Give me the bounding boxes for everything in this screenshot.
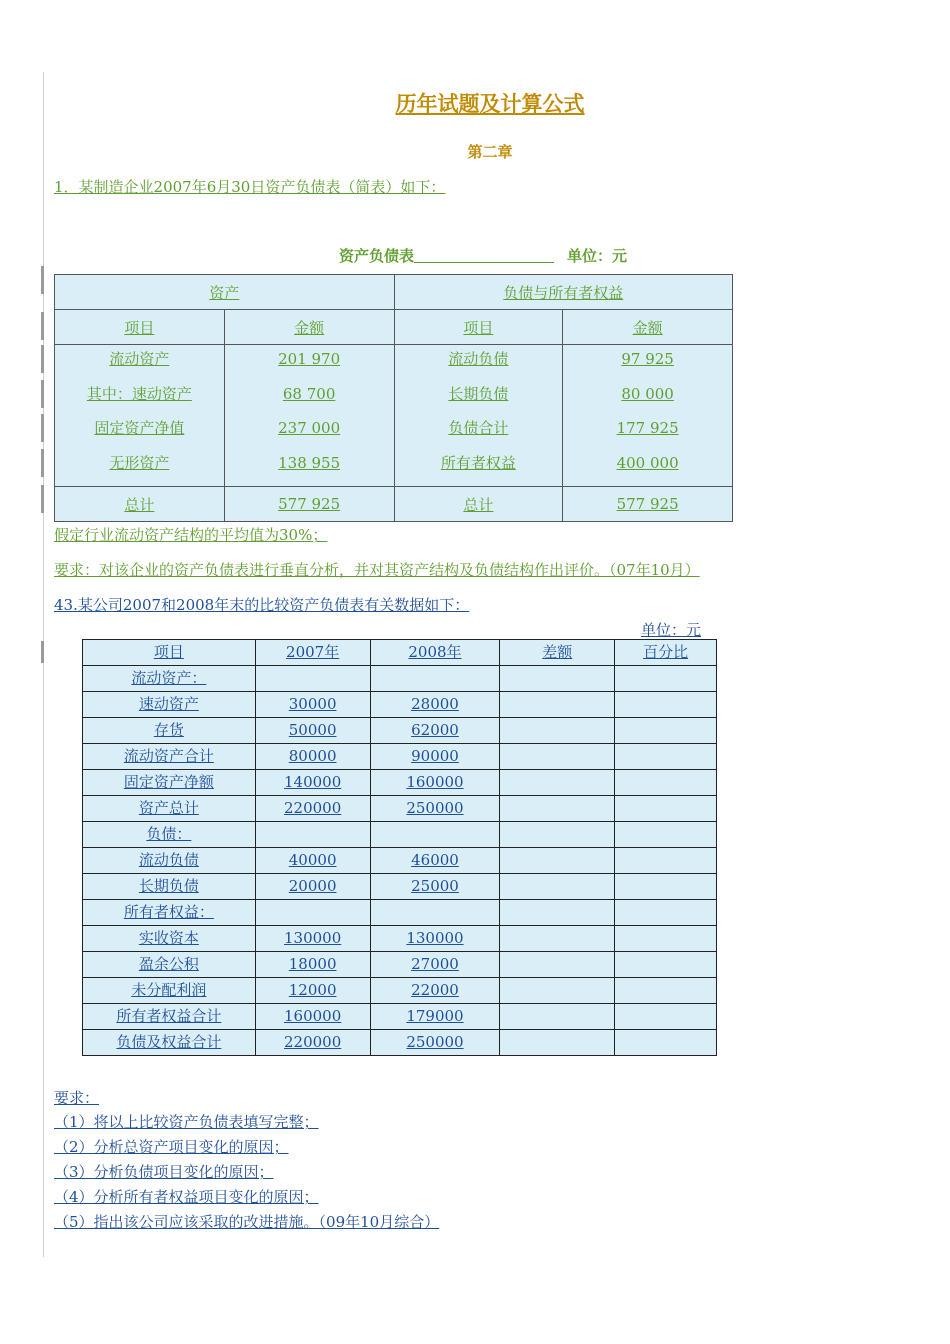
q43-req: （2）分析总资产项目变化的原因； — [54, 1138, 289, 1156]
header-cell: 百分比 — [615, 640, 717, 666]
table-cell: 负债： — [83, 822, 256, 848]
asset-item: 流动资产 — [109, 350, 170, 368]
table-row — [83, 796, 717, 822]
liab-amounts-cell — [563, 345, 733, 487]
table-row — [83, 718, 717, 744]
table-row — [83, 822, 717, 848]
table-cell: 所有者权益： — [83, 900, 256, 926]
col-amount: 金额 — [224, 310, 394, 345]
table-cell — [615, 692, 717, 718]
header-cell: 差额 — [500, 640, 615, 666]
table-row — [83, 1030, 717, 1056]
table-cell: 46000 — [370, 848, 500, 874]
table-row — [83, 666, 717, 692]
assets-amounts-cell — [224, 345, 394, 487]
table-cell: 18000 — [255, 952, 370, 978]
table-cell: 62000 — [370, 718, 500, 744]
q43-req: （3）分析负债项目变化的原因； — [54, 1163, 274, 1181]
page-title: 历年试题及计算公式 — [395, 91, 585, 116]
asset-item: 固定资产净值 — [94, 419, 185, 437]
table-cell: 179000 — [370, 1004, 500, 1030]
table-cell: 80000 — [255, 744, 370, 770]
liab-item: 流动负债 — [448, 350, 509, 368]
table-cell: 盈余公积 — [83, 952, 256, 978]
table-cell — [615, 900, 717, 926]
table-row — [83, 692, 717, 718]
table-cell: 所有者权益合计 — [83, 1004, 256, 1030]
chapter-heading: 第二章 — [467, 143, 513, 161]
table-row — [83, 952, 717, 978]
liab-item: 长期负债 — [448, 384, 509, 403]
table-cell: 25000 — [370, 874, 500, 900]
total-assets: 577 925 — [224, 487, 394, 522]
header-cell: 项目 — [83, 640, 256, 666]
liab-amount: 400 000 — [616, 453, 679, 472]
change-bar — [41, 266, 44, 294]
table-cell — [615, 822, 717, 848]
table-cell — [500, 718, 615, 744]
q43-intro: 43.某公司2007和2008年末的比较资产负债表有关数据如下： — [54, 596, 470, 614]
table-cell: 160000 — [370, 770, 500, 796]
table-cell: 流动资产合计 — [83, 744, 256, 770]
table-cell: 流动负债 — [83, 848, 256, 874]
table-cell: 28000 — [370, 692, 500, 718]
table-cell: 160000 — [255, 1004, 370, 1030]
change-bar — [41, 345, 44, 373]
asset-item: 无形资产 — [109, 453, 170, 472]
change-bar — [41, 380, 44, 408]
asset-amount: 237 000 — [278, 419, 341, 437]
table-cell: 固定资产净额 — [83, 770, 256, 796]
table-cell — [615, 848, 717, 874]
table-cell: 130000 — [255, 926, 370, 952]
change-bar — [41, 485, 44, 513]
col-item: 项目 — [394, 310, 563, 345]
table-row — [83, 770, 717, 796]
comparative-balance-table — [82, 639, 717, 1056]
col-amount: 金额 — [563, 310, 733, 345]
header-cell: 2008年 — [370, 640, 500, 666]
asset-amount: 68 700 — [282, 384, 336, 403]
table-cell — [615, 978, 717, 1004]
table-cell — [255, 822, 370, 848]
change-bar — [41, 449, 44, 477]
table-cell: 未分配利润 — [83, 978, 256, 1004]
table-cell — [615, 1004, 717, 1030]
table-cell: 90000 — [370, 744, 500, 770]
table-cell — [615, 744, 717, 770]
table-row — [83, 900, 717, 926]
asset-amount: 138 955 — [278, 453, 341, 472]
table-cell: 长期负债 — [83, 874, 256, 900]
table-cell: 250000 — [370, 1030, 500, 1056]
table-cell — [500, 952, 615, 978]
table-cell — [500, 1004, 615, 1030]
table-cell: 12000 — [255, 978, 370, 1004]
table-row — [83, 926, 717, 952]
table-cell: 140000 — [255, 770, 370, 796]
liab-item: 负债合计 — [448, 419, 509, 437]
table-cell — [500, 744, 615, 770]
table-cell: 220000 — [255, 1030, 370, 1056]
left-margin-rule — [43, 72, 44, 1257]
table-cell — [615, 952, 717, 978]
table-cell — [615, 718, 717, 744]
table-row — [83, 978, 717, 1004]
table-cell — [500, 796, 615, 822]
table-cell: 130000 — [370, 926, 500, 952]
change-bar — [41, 414, 44, 442]
q1-intro: 1．某制造企业2007年6月30日资产负债表（简表）如下： — [54, 178, 446, 196]
table-cell — [615, 666, 717, 692]
q43-req: （1）将以上比较资产负债表填写完整； — [54, 1113, 319, 1131]
table-cell — [370, 666, 500, 692]
q43-req: （4）分析所有者权益项目变化的原因； — [54, 1188, 319, 1206]
table-cell — [500, 874, 615, 900]
q1-table-title: 资产负债表 — [339, 245, 554, 266]
table-cell — [500, 926, 615, 952]
table-cell — [615, 926, 717, 952]
table-cell: 220000 — [255, 796, 370, 822]
header-cell: 2007年 — [255, 640, 370, 666]
header-assets: 资产 — [55, 275, 395, 310]
table-cell — [615, 796, 717, 822]
liab-items-cell — [394, 345, 563, 487]
asset-item: 其中：速动资产 — [86, 384, 192, 403]
table-cell: 负债及权益合计 — [83, 1030, 256, 1056]
q1-requirement: 要求：对该企业的资产负债表进行垂直分析，并对其资产结构及负债结构作出评价。（07年10月） — [54, 561, 700, 579]
liab-amount: 80 000 — [621, 384, 674, 403]
table-row — [83, 1004, 717, 1030]
change-bar — [41, 312, 44, 340]
table-cell: 250000 — [370, 796, 500, 822]
table-cell — [500, 848, 615, 874]
q43-req-label: 要求： — [54, 1089, 100, 1107]
q43-unit: 单位：元 — [641, 621, 702, 639]
table-row — [83, 744, 717, 770]
table-cell — [615, 1030, 717, 1056]
table-row — [83, 874, 717, 900]
liab-amount: 177 925 — [616, 419, 679, 437]
table-cell — [615, 770, 717, 796]
table-cell — [500, 1030, 615, 1056]
table-cell: 存货 — [83, 718, 256, 744]
balance-sheet-table — [54, 274, 733, 522]
q1-unit: 单位：元 — [567, 247, 628, 265]
table-cell: 流动资产： — [83, 666, 256, 692]
table-cell: 50000 — [255, 718, 370, 744]
header-liabilities-equity: 负债与所有者权益 — [394, 275, 733, 310]
table-body — [83, 666, 717, 1056]
table-cell — [500, 900, 615, 926]
table-cell: 22000 — [370, 978, 500, 1004]
table-cell — [500, 822, 615, 848]
table-cell — [500, 978, 615, 1004]
table-cell: 资产总计 — [83, 796, 256, 822]
table-cell: 27000 — [370, 952, 500, 978]
total-label: 总计 — [394, 487, 563, 522]
q1-note: 假定行业流动资产结构的平均值为30%； — [54, 526, 328, 544]
table-cell — [500, 770, 615, 796]
table-cell — [255, 666, 370, 692]
table-cell: 实收资本 — [83, 926, 256, 952]
table-cell: 速动资产 — [83, 692, 256, 718]
table-cell — [500, 666, 615, 692]
table-cell — [255, 900, 370, 926]
table-cell — [500, 692, 615, 718]
q43-req: （5）指出该公司应该采取的改进措施。（09年10月综合） — [54, 1213, 440, 1231]
table-cell — [370, 900, 500, 926]
table-cell: 30000 — [255, 692, 370, 718]
total-label: 总计 — [55, 487, 225, 522]
table-row — [83, 848, 717, 874]
total-liab: 577 925 — [563, 487, 733, 522]
change-bar — [41, 641, 44, 663]
table-cell — [615, 874, 717, 900]
liab-amount: 97 925 — [621, 350, 674, 368]
table-cell: 20000 — [255, 874, 370, 900]
table-cell: 40000 — [255, 848, 370, 874]
asset-amount: 201 970 — [278, 350, 341, 368]
liab-item: 所有者权益 — [440, 453, 516, 472]
col-item: 项目 — [55, 310, 225, 345]
table-cell — [370, 822, 500, 848]
assets-items-cell — [55, 345, 225, 487]
